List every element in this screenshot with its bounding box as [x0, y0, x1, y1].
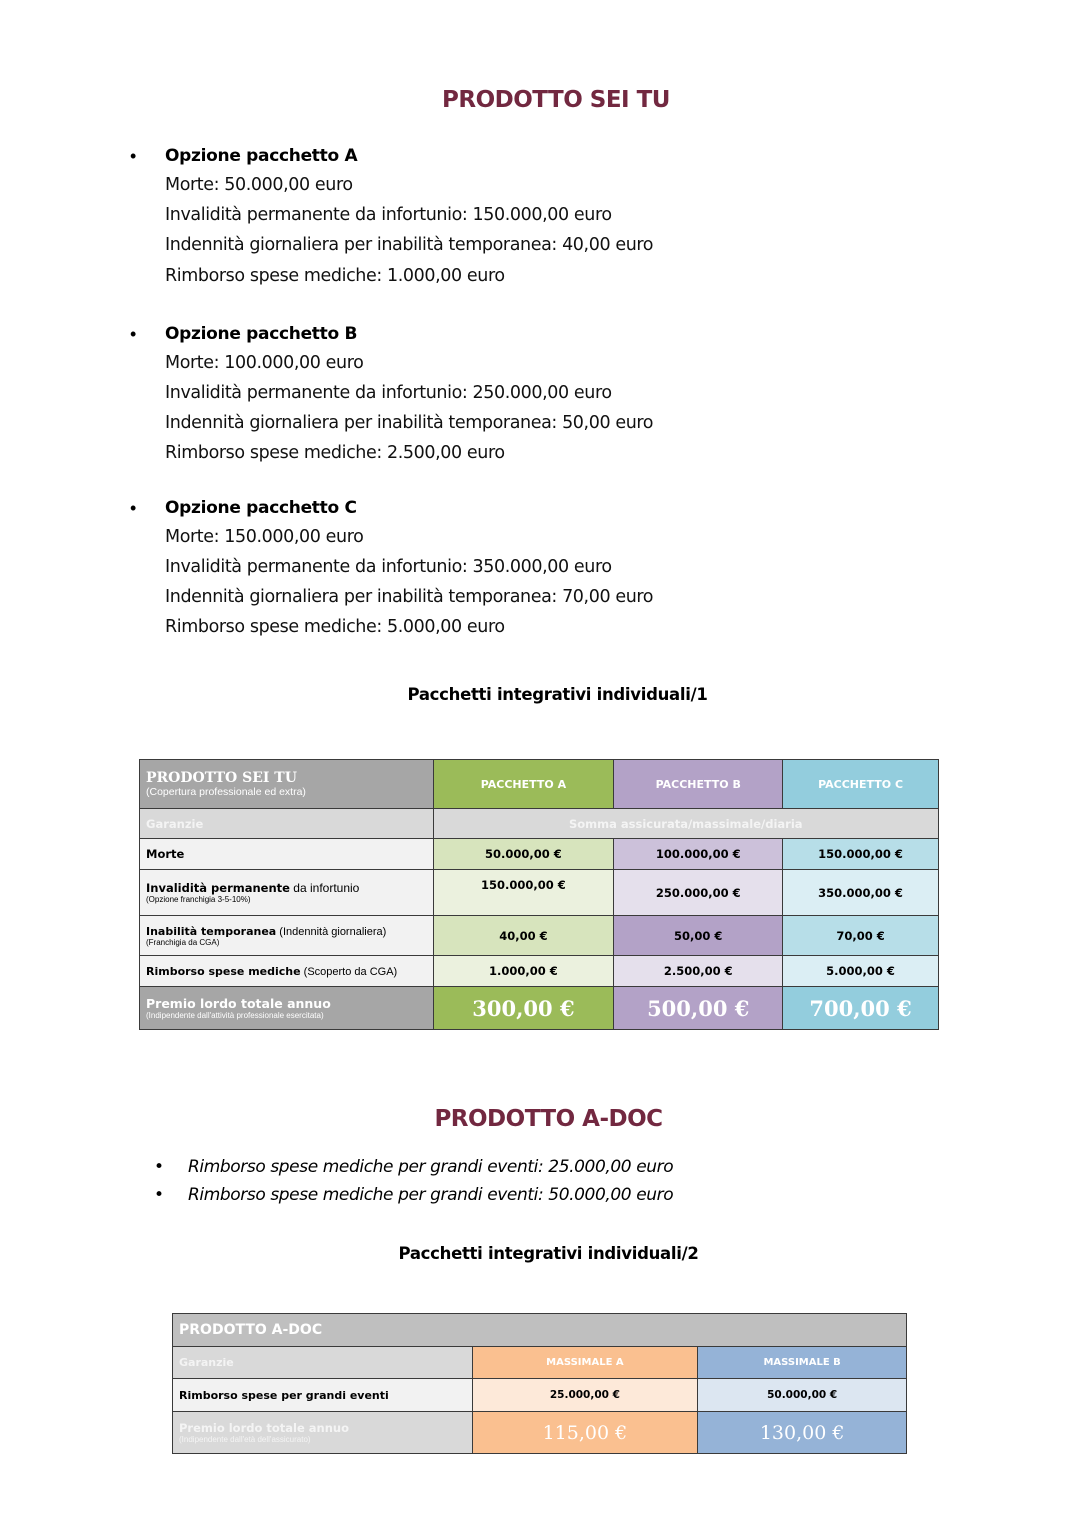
option-line: Rimborso spese mediche: 2.500,00 euro	[165, 443, 505, 464]
sei-tu-table	[139, 759, 939, 1030]
row-label	[140, 870, 434, 916]
value-cell: 150.000,00 €	[433, 870, 614, 916]
option-b	[128, 320, 653, 469]
value-cell: 100.000,00 €	[614, 839, 783, 870]
total-value-b: 500,00 €	[614, 987, 783, 1030]
section-title-sei-tu: PRODOTTO SEI TU	[442, 87, 670, 113]
bullet-icon: •	[154, 1157, 164, 1177]
table-caption-2: Pacchetti integrativi individuali/2	[398, 1244, 699, 1263]
option-title: Opzione pacchetto A	[165, 146, 358, 166]
column-header-pacchetto-a: PACCHETTO A	[433, 760, 614, 809]
table-row	[140, 956, 939, 987]
total-label-text: Premio lordo totale annuo	[146, 996, 331, 1011]
value-cell: 40,00 €	[433, 916, 614, 956]
garanzie-label: Garanzie	[173, 1347, 473, 1379]
table-header-row	[140, 760, 939, 809]
span-label: Somma assicurata/massimale/diaria	[433, 809, 938, 839]
column-header-massimale-a: MASSIMALE A	[472, 1347, 698, 1379]
bullet-icon: •	[154, 1185, 164, 1205]
option-c	[128, 494, 653, 643]
column-header-massimale-b: MASSIMALE B	[698, 1347, 907, 1379]
table-title-row	[173, 1314, 907, 1347]
value-cell: 1.000,00 €	[433, 956, 614, 987]
table-row	[173, 1379, 907, 1412]
option-title: Opzione pacchetto B	[165, 323, 358, 344]
option-line: Rimborso spese mediche: 1.000,00 euro	[165, 265, 505, 286]
table-row	[140, 916, 939, 956]
option-line: Invalidità permanente da infortunio: 250.000,00 euro	[165, 383, 612, 404]
garanzie-row	[140, 809, 939, 839]
list-item-text: Rimborso spese mediche per grandi eventi: 25.000,00 euro	[188, 1157, 674, 1177]
table-title: PRODOTTO SEI TU	[146, 770, 297, 786]
table-caption-1: Pacchetti integrativi individuali/1	[407, 685, 708, 704]
value-cell: 350.000,00 €	[783, 870, 939, 916]
option-line: Invalidità permanente da infortunio: 150.000,00 euro	[165, 205, 612, 226]
total-row	[140, 987, 939, 1030]
a-doc-list	[152, 1153, 673, 1209]
row-label	[140, 956, 434, 987]
total-row	[173, 1412, 907, 1454]
row-label-bold: Morte	[146, 847, 185, 861]
total-label	[173, 1412, 473, 1454]
value-cell: 5.000,00 €	[783, 956, 939, 987]
option-line: Indennità giornaliera per inabilità temporanea: 50,00 euro	[165, 413, 654, 434]
option-title: Opzione pacchetto C	[165, 497, 357, 518]
option-a	[128, 142, 653, 291]
value-cell: 150.000,00 €	[783, 839, 939, 870]
package-options-list	[128, 142, 653, 642]
option-line: Morte: 50.000,00 euro	[165, 175, 353, 195]
option-line: Rimborso spese mediche: 5.000,00 euro	[165, 617, 505, 638]
row-note: (Opzione franchigia 3-5-10%)	[146, 895, 251, 904]
row-note: (Franchigia da CGA)	[146, 938, 220, 947]
row-label-rest: (Scoperto da CGA)	[300, 966, 398, 978]
value-cell: 2.500,00 €	[614, 956, 783, 987]
section-title-a-doc: PRODOTTO A-DOC	[434, 1106, 663, 1132]
total-label	[140, 987, 434, 1030]
total-value-b: 130,00 €	[698, 1412, 907, 1454]
table-header-row	[173, 1347, 907, 1379]
option-line: Morte: 100.000,00 euro	[165, 352, 364, 373]
table-header-label	[140, 760, 434, 809]
value-cell: 250.000,00 €	[614, 870, 783, 916]
table-row	[140, 839, 939, 870]
list-item-text: Rimborso spese mediche per grandi eventi: 50.000,00 euro	[188, 1185, 674, 1205]
value-cell: 70,00 €	[783, 916, 939, 956]
total-value-a: 300,00 €	[433, 987, 614, 1030]
value-cell: 50.000,00 €	[433, 839, 614, 870]
row-label-rest: da infortunio	[289, 881, 360, 895]
row-label	[140, 916, 434, 956]
option-line: Indennità giornaliera per inabilità temporanea: 40,00 euro	[165, 235, 654, 256]
table-title: PRODOTTO A-DOC	[173, 1314, 907, 1347]
bullet-icon: •	[130, 146, 137, 166]
column-header-pacchetto-b: PACCHETTO B	[614, 760, 783, 809]
garanzie-label: Garanzie	[140, 809, 434, 839]
list-item	[152, 1181, 673, 1209]
row-label-bold: Invalidità permanente	[146, 881, 290, 895]
total-value-c: 700,00 €	[783, 987, 939, 1030]
row-label-rest: (Indennità giornaliera)	[276, 926, 387, 938]
value-cell: 50.000,00 €	[698, 1379, 907, 1412]
a-doc-table	[172, 1313, 907, 1454]
table-subtitle: (Copertura professionale ed extra)	[146, 786, 306, 798]
total-note: (Indipendente dall'età dell'assicurato)	[179, 1435, 311, 1444]
list-item	[152, 1153, 673, 1181]
row-label-bold: Inabilità temporanea	[146, 925, 277, 938]
total-value-a: 115,00 €	[472, 1412, 698, 1454]
row-label-bold: Rimborso spese mediche	[146, 965, 301, 978]
option-line: Indennità giornaliera per inabilità temporanea: 70,00 euro	[165, 587, 654, 608]
bullet-icon: •	[130, 323, 137, 344]
option-line: Invalidità permanente da infortunio: 350.000,00 euro	[165, 556, 612, 577]
column-header-pacchetto-c: PACCHETTO C	[783, 760, 939, 809]
value-cell: 50,00 €	[614, 916, 783, 956]
option-line: Morte: 150.000,00 euro	[165, 526, 364, 547]
total-note: (Indipendente dall'attività professionale esercitata)	[146, 1011, 324, 1020]
bullet-icon: •	[130, 497, 137, 518]
row-label: Rimborso spese per grandi eventi	[173, 1379, 473, 1412]
table-row	[140, 870, 939, 916]
row-label	[140, 839, 434, 870]
value-cell: 25.000,00 €	[472, 1379, 698, 1412]
total-label-text: Premio lordo totale annuo	[179, 1421, 350, 1435]
